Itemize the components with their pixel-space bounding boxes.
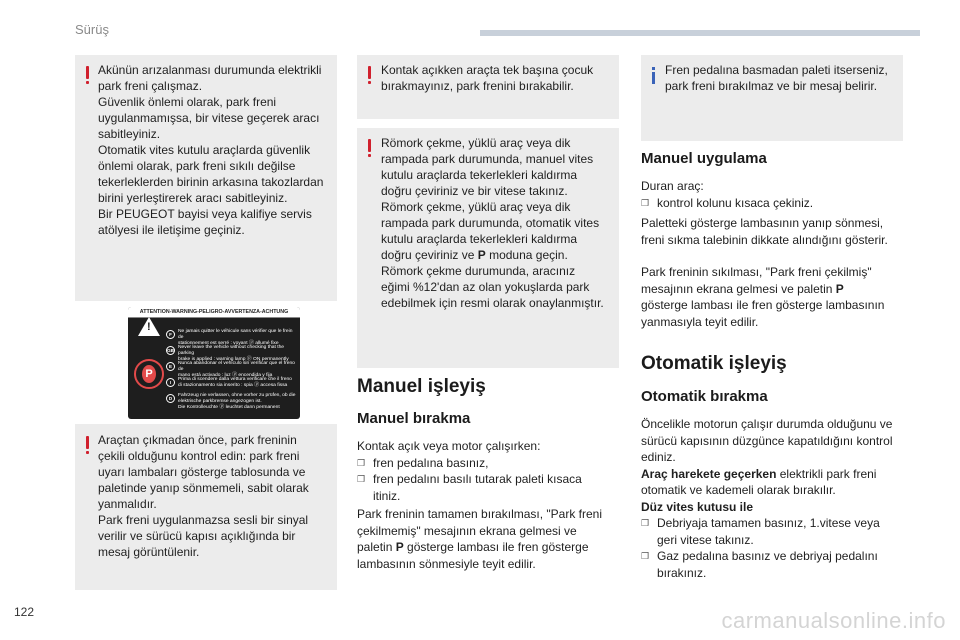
warning-icon — [368, 66, 371, 79]
automatic-operation-title: Otomatik işleyiş — [641, 353, 787, 374]
automatic-release-title: Otomatik bırakma — [641, 388, 768, 405]
check-bullet-icon: ❒ — [357, 474, 366, 484]
label-row-text: Ne jamais quitter le véhicule sans vérifier que le frein de stationnement est serré : voyant ⓟ allumé fixe — [178, 329, 293, 346]
label-row-text: Never leave the vehicle without checking that the parking brake is applied : warning lamp ⓟ ON permanently — [178, 345, 289, 362]
p-lamp-label: P — [395, 540, 404, 554]
manual-apply-result-paragraph — [641, 264, 911, 330]
manual-apply-body — [641, 178, 911, 211]
check-bullet-icon: ❒ — [641, 551, 650, 561]
manual-gearbox-bullet — [641, 548, 913, 581]
exit-warning-paragraph: Araçtan çıkmadan önce, park freninin çekili olduğunu kontrol edin: park freni uyarı lambaları gösterge tablosunda ve paletinde yanıp sönmemeli, sabit olarak yanmalıdır. Park freni uygulanmazsa sesli bir sinyal verilir ve sürücü kapısı açıklığında bir mesaj görüntülenir. — [98, 433, 309, 559]
p-mode-label: P — [477, 248, 486, 262]
flag-fr-icon: F — [166, 330, 175, 339]
automatic-release-move — [641, 466, 913, 499]
label-row-text: Prima di scendere dalla vettura verificare che il freno di stazionamento sia inserito : spia ⓟ accesa fissa — [178, 377, 292, 388]
flag-it-icon: I — [166, 378, 175, 387]
manual-release-intro: Kontak açık veya motor çalışırken: — [357, 439, 541, 453]
header-rule — [480, 30, 920, 36]
manual-operation-title: Manuel işleyiş — [357, 376, 486, 397]
manual-release-title: Manuel bırakma — [357, 410, 471, 427]
manual-apply-bullet — [641, 195, 911, 212]
manual-release-bullet — [357, 471, 619, 504]
result-text-b: gösterge lambası ile fren gösterge lambasının sönmesiyle teyit edilir. — [357, 540, 589, 571]
result-text-a: Park freninin tamamen bırakılması, "Park freni çekilmemiş" mesajının ekrana gelmesi ve paletin — [357, 507, 603, 554]
info-icon — [652, 72, 655, 84]
flag-de-icon: D — [166, 394, 175, 403]
manual-apply-title: Manuel uygulama — [641, 150, 767, 167]
label-row-de — [162, 393, 298, 411]
bullet-text: fren pedalına basınız, — [373, 455, 489, 470]
manual-gearbox-title: Düz vites kutusu ile — [641, 499, 754, 514]
bullet-text: fren pedalını basılı tutarak paleti kısaca itiniz. — [373, 472, 582, 503]
manual-apply-result — [641, 264, 911, 330]
automatic-release-intro: Öncelikle motorun çalışır durumda olduğunu ve sürücü kapısının düzgünce kapatıldığını kontrol ediniz. — [641, 417, 893, 464]
warning-icon — [86, 66, 89, 79]
p-lamp-label: P — [835, 281, 844, 296]
bullet-text: Gaz pedalına basınız ve debriyaj pedalını bırakınız. — [657, 549, 878, 580]
manual-apply-blink — [641, 215, 911, 248]
child-warning-text — [381, 62, 617, 94]
towing-warning-text — [381, 135, 617, 311]
check-bullet-icon: ❒ — [641, 518, 650, 528]
manual-release-result-paragraph — [357, 506, 619, 572]
brake-pedal-info-text — [665, 62, 901, 94]
towing-warning-paragraph — [381, 135, 617, 311]
warning-icon — [368, 139, 371, 152]
section-label: Sürüş — [75, 22, 109, 37]
apply-result-b: gösterge lambası ile fren gösterge lambasının yanmasıyla teyit edilir. — [641, 298, 885, 329]
brake-pedal-info-paragraph: Fren pedalına basmadan paleti itserseniz, park freni bırakılmaz ve bir mesaj belirir. — [665, 63, 888, 93]
bullet-text: kontrol kolunu kısaca çekiniz. — [657, 195, 814, 210]
battery-warning-paragraph: Akünün arızalanması durumunda elektrikli park freni çalışmaz. Güvenlik önlemi olarak, park freni uygulanmamışsa, bir vitese geçerek aracı sabitleyiniz. Otomatik vites kutulu araçlarda güvenlik önlemi olarak, park freni sıkılı değilse tekerleklerden birinin arkasına takozlardan birini yerleştirerek aracı sabitleyiniz. Bir PEUGEOT bayisi veya kalifiye servis atölyesi ile iletişime geçiniz. — [98, 63, 324, 237]
label-row-it — [162, 377, 298, 389]
flag-es-icon: E — [166, 362, 175, 371]
towing-text-a: Römork çekme, yüklü araç veya dik rampada park durumunda, manuel vites kutulu araçlarda tekerlekleri kaldırma doğru çeviriniz ve bir vitese takınız. Römork çekme, yüklü araç veya dik rampada park durumunda, otomatik vites kutulu araçlarda tekerlekleri kaldırma doğru çeviriniz ve — [381, 136, 600, 262]
parking-brake-icon: P — [134, 359, 164, 389]
exit-warning-text — [98, 432, 334, 560]
watermark: carmanualsonline.info — [721, 608, 946, 633]
flag-gb-icon: GB — [167, 348, 174, 353]
label-header: ATTENTION-WARNING-PELIGRO-AVVERTENZA-ACHTUNG — [128, 307, 300, 318]
child-warning-paragraph: Kontak açıkken araçta tek başına çocuk bırakmayınız, park frenini bırakabilir. — [381, 63, 594, 93]
manual-apply-intro: Duran araç: — [641, 179, 704, 193]
move-bold-text: Araç harekete geçerken — [641, 466, 777, 481]
towing-text-b: moduna geçin. Römork çekme durumunda, aracınız eğimi %12'dan az olan yokuşlarda park edebilmek için resmi olarak onaylanmıştır. — [381, 248, 604, 310]
warning-triangle-icon: ! — [138, 317, 160, 336]
parking-brake-warning-label — [128, 307, 300, 419]
manual-gearbox-bullet — [641, 515, 913, 548]
apply-result-a: Park freninin sıkılması, "Park freni çekilmiş" mesajının ekrana gelmesi ve paletin — [641, 265, 872, 296]
move-rest-text: elektrikli park freni otomatik ve kademeli olarak bırakılır. — [641, 466, 877, 497]
warning-icon — [86, 436, 89, 449]
manual-apply-blink-paragraph: Paletteki gösterge lambasının yanıp sönmesi, freni sıkma talebinin dikkate alındığını gösterir. — [641, 216, 888, 247]
bullet-text: Debriyaja tamamen basınız, 1.vitese veya geri vitese takınız. — [657, 516, 880, 547]
manual-release-body — [357, 438, 619, 504]
battery-warning-text — [98, 62, 334, 238]
check-bullet-icon: ❒ — [641, 197, 650, 208]
manual-release-bullet — [357, 455, 619, 472]
manual-release-result — [357, 506, 619, 572]
label-row-text: Nunca abandonar el vehículo sin verificar que el freno de mano está activado : luz ⓟ encendida y fija — [178, 361, 295, 378]
label-row-text: Fahrzeug nie verlassen, ohne vorher zu prüfen, ob die elektrische parkbremse angezogen ist. Die Kontrolleuchte ⓟ leuchtet dann permanent — [178, 393, 296, 410]
check-bullet-icon: ❒ — [357, 457, 366, 468]
automatic-release-body — [641, 416, 913, 581]
page-number: 122 — [14, 605, 35, 619]
